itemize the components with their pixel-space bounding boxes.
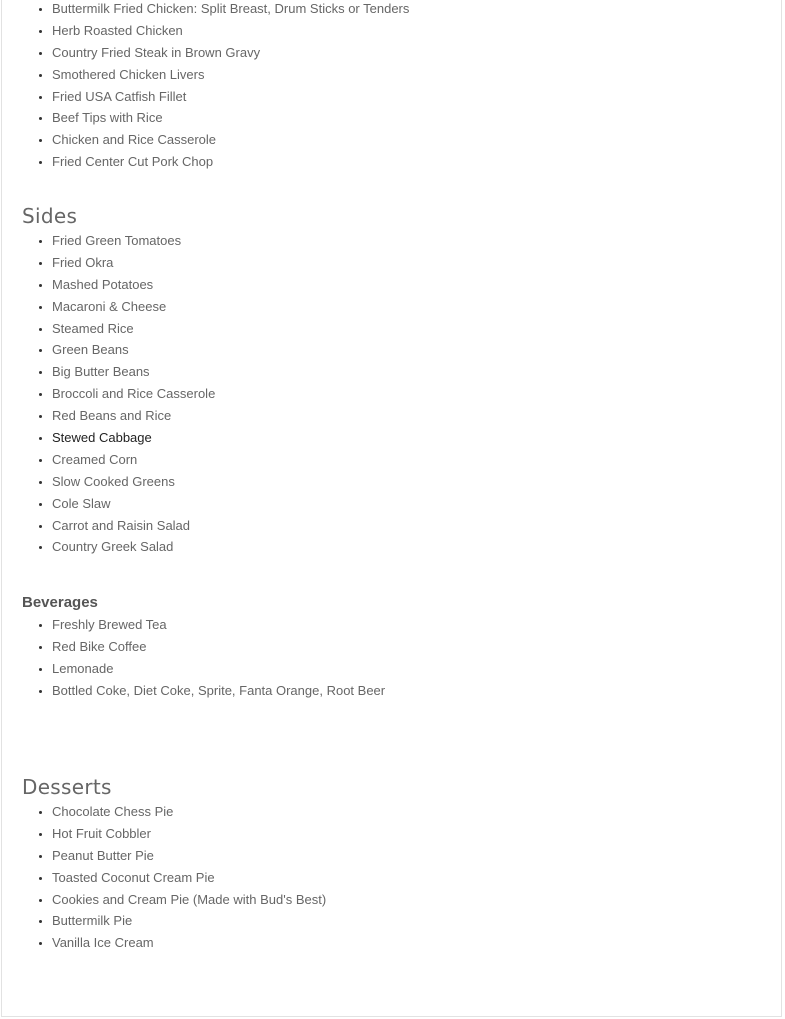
list-item: • Slow Cooked Greens [52, 471, 785, 493]
list-item: • Country Greek Salad [52, 536, 785, 558]
list-item: • Macaroni & Cheese [52, 296, 785, 318]
list-item: • Creamed Corn [52, 449, 785, 471]
list-item: • Fried USA Catfish Fillet [52, 86, 785, 108]
list-item: • Freshly Brewed Tea [52, 614, 785, 636]
beverages-section [22, 592, 785, 702]
list-item: • Country Fried Steak in Brown Gravy [52, 42, 785, 64]
list-item: • Fried Green Tomatoes [52, 230, 785, 252]
mains-list [22, 0, 785, 173]
list-item: • Cole Slaw [52, 493, 785, 515]
beverages-list [22, 614, 785, 702]
list-item: • Fried Okra [52, 252, 785, 274]
list-item: • Cookies and Cream Pie (Made with Bud's Best) [52, 889, 785, 911]
list-item: • Beef Tips with Rice [52, 107, 785, 129]
list-item: • Steamed Rice [52, 318, 785, 340]
list-item: • Buttermilk Pie [52, 910, 785, 932]
list-item: • Chocolate Chess Pie [52, 801, 785, 823]
list-item: • Buttermilk Fried Chicken: Split Breast, Drum Sticks or Tenders [52, 0, 785, 20]
list-item: • Fried Center Cut Pork Chop [52, 151, 785, 173]
sides-list [22, 230, 785, 558]
list-item: • Broccoli and Rice Casserole [52, 383, 785, 405]
list-item: • Mashed Potatoes [52, 274, 785, 296]
desserts-list [22, 801, 785, 954]
list-item: • Big Butter Beans [52, 361, 785, 383]
list-item: • Red Bike Coffee [52, 636, 785, 658]
list-item: • Smothered Chicken Livers [52, 64, 785, 86]
list-item: • Lemonade [52, 658, 785, 680]
list-item: • Red Beans and Rice [52, 405, 785, 427]
list-item: • Toasted Coconut Cream Pie [52, 867, 785, 889]
mains-section [22, 0, 785, 173]
beverages-heading: Beverages [22, 594, 98, 611]
sides-heading: Sides [22, 204, 78, 228]
sides-section [22, 202, 785, 558]
list-item: • Peanut Butter Pie [52, 845, 785, 867]
desserts-section [22, 773, 785, 954]
list-item: • Chicken and Rice Casserole [52, 129, 785, 151]
list-item: • Carrot and Raisin Salad [52, 515, 785, 537]
list-item: • Green Beans [52, 339, 785, 361]
list-item: • Bottled Coke, Diet Coke, Sprite, Fanta Orange, Root Beer [52, 680, 785, 702]
list-item: • Stewed Cabbage [52, 427, 785, 449]
desserts-heading: Desserts [22, 775, 112, 799]
list-item: • Hot Fruit Cobbler [52, 823, 785, 845]
list-item: • Vanilla Ice Cream [52, 932, 785, 954]
list-item: • Herb Roasted Chicken [52, 20, 785, 42]
